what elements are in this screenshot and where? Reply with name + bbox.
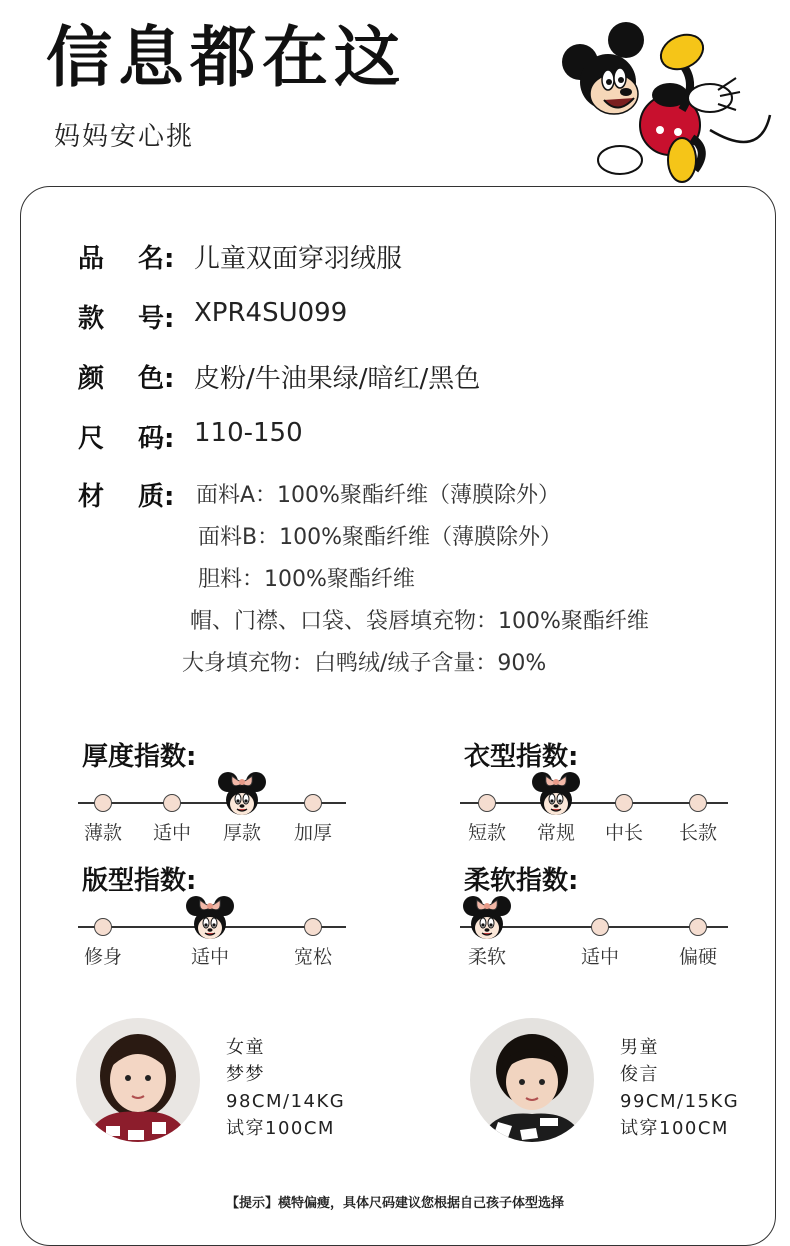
scale-option-label: 薄款	[83, 822, 123, 844]
softness-index-title: 柔软指数:	[464, 866, 579, 896]
avatar-boy	[470, 1018, 594, 1142]
value-size: 110-150	[194, 418, 303, 448]
scale-option-label: 适中	[152, 822, 192, 844]
scale-dot	[304, 918, 322, 936]
scale-dot	[615, 794, 633, 812]
scale-option-label: 适中	[190, 946, 230, 968]
value-style-number: XPR4SU099	[194, 298, 348, 328]
model-gender: 男童	[620, 1037, 659, 1058]
material-line: 面料A：100%聚酯纤维（薄膜除外）	[196, 483, 560, 508]
scale-dot	[478, 794, 496, 812]
sizing-tip: 【提示】模特偏瘦，具体尺码建议您根据自己孩子体型选择	[225, 1196, 564, 1211]
fit-length-index-title: 衣型指数:	[464, 742, 579, 772]
minnie-mouse-icon	[184, 892, 236, 944]
value-product-name: 儿童双面穿羽绒服	[194, 244, 403, 274]
scale-line	[460, 802, 728, 804]
scale-option-label: 修身	[83, 946, 123, 968]
minnie-mouse-icon	[461, 892, 513, 944]
scale-dot	[163, 794, 181, 812]
scale-option-label: 加厚	[293, 822, 333, 844]
model-size: 98CM/14KG	[226, 1091, 346, 1112]
scale-dot	[304, 794, 322, 812]
scale-option-label: 常规	[536, 822, 576, 844]
material-line: 面料B：100%聚酯纤维（薄膜除外）	[198, 525, 562, 550]
scale-dot	[689, 918, 707, 936]
scale-option-label: 短款	[467, 822, 507, 844]
model-fit: 试穿100CM	[620, 1118, 729, 1139]
label-material: 材 质:	[78, 482, 175, 512]
model-gender: 女童	[226, 1037, 265, 1058]
cut-index-title: 版型指数:	[82, 866, 197, 896]
scale-option-label: 柔软	[467, 946, 507, 968]
minnie-mouse-icon	[530, 768, 582, 820]
scale-dot	[689, 794, 707, 812]
scale-option-label: 宽松	[293, 946, 333, 968]
scale-option-label: 适中	[580, 946, 620, 968]
scale-option-label: 偏硬	[678, 946, 718, 968]
mickey-mouse-icon	[560, 20, 780, 190]
value-color: 皮粉/牛油果绿/暗红/黑色	[194, 364, 481, 394]
model-name: 梦梦	[226, 1064, 265, 1085]
scale-option-label: 厚款	[222, 822, 262, 844]
material-line: 帽、门襟、口袋、袋唇填充物：100%聚酯纤维	[190, 609, 649, 634]
avatar-girl	[76, 1018, 200, 1142]
scale-option-label: 长款	[678, 822, 718, 844]
label-color: 颜 色:	[78, 364, 175, 394]
label-product-name: 品 名:	[78, 244, 175, 274]
page-subtitle: 妈妈安心挑	[54, 122, 195, 152]
scale-option-label: 中长	[604, 822, 644, 844]
material-line: 胆料：100%聚酯纤维	[198, 567, 415, 592]
model-name: 俊言	[620, 1064, 659, 1085]
scale-dot	[94, 794, 112, 812]
scale-dot	[94, 918, 112, 936]
minnie-mouse-icon	[216, 768, 268, 820]
thickness-index-title: 厚度指数:	[82, 742, 197, 772]
page-title: 信息都在这	[46, 19, 406, 96]
label-size: 尺 码:	[78, 424, 175, 454]
model-size: 99CM/15KG	[620, 1091, 740, 1112]
label-style-number: 款 号:	[78, 304, 175, 334]
material-line: 大身填充物：白鸭绒/绒子含量：90%	[182, 651, 547, 676]
model-fit: 试穿100CM	[226, 1118, 335, 1139]
scale-dot	[591, 918, 609, 936]
